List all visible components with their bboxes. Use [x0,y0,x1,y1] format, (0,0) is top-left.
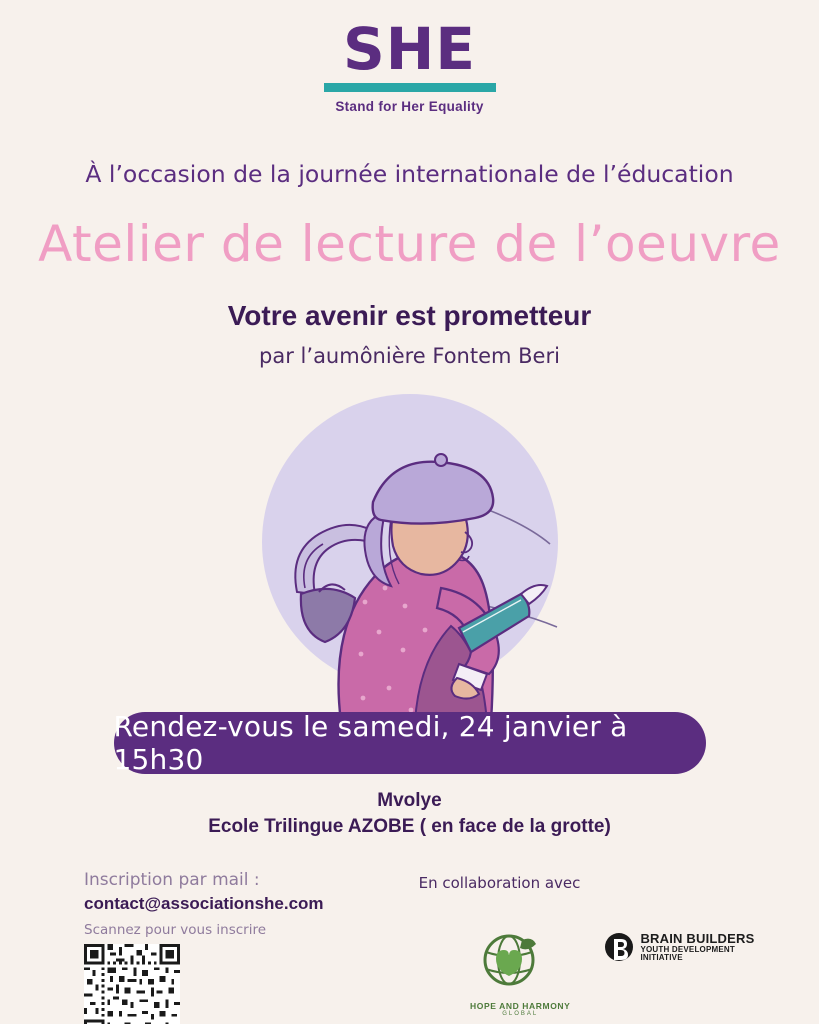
globe-heart-icon [470,932,548,994]
qr-scan-label: Scannez pour vous inscrire [84,922,267,938]
partner-brain-builders [604,932,754,962]
occasion-line: À l’occasion de la journée internationale de l’éducation [85,160,734,188]
partner-hope-name: HOPE AND HARMONY [470,1001,571,1011]
registration-email[interactable]: contact@associationshe.com [84,894,324,913]
partner-logos [470,932,754,1017]
partner-hope-and-harmony [470,932,570,1017]
logo-wordmark: SHE [343,15,476,83]
registration-label: Inscription par mail : [84,870,260,890]
qr-code[interactable] [84,944,180,1024]
event-date-banner [114,712,706,774]
partner-bb-line2: YOUTH DEVELOPMENT [640,944,735,954]
brand-logo [0,15,819,115]
page-subtitle: Votre avenir est prometteur [227,300,592,331]
collaboration-label: En collaboration avec [418,874,581,892]
partner-bb-line3: INITIATIVE [640,953,683,963]
speaker-byline: par l’aumônière Fontem Beri [259,344,560,368]
brain-builders-b-icon [604,932,634,962]
logo-tagline: Stand for Her Equality [335,99,484,115]
event-date-text: Rendez-vous le samedi, 24 janvier à 15h30 [113,710,628,776]
venue-district: Mvolye [377,790,442,811]
partner-hope-sub: GLOBAL [502,1011,539,1017]
woman-reading-book-illustration [245,392,575,722]
partner-bb-line1: BRAIN BUILDERS [640,931,755,946]
venue-address: Ecole Trilingue AZOBE ( en face de la grotte) [208,816,611,837]
page-title: Atelier de lecture de l’oeuvre [38,215,781,273]
logo-underline-bar [324,83,496,92]
